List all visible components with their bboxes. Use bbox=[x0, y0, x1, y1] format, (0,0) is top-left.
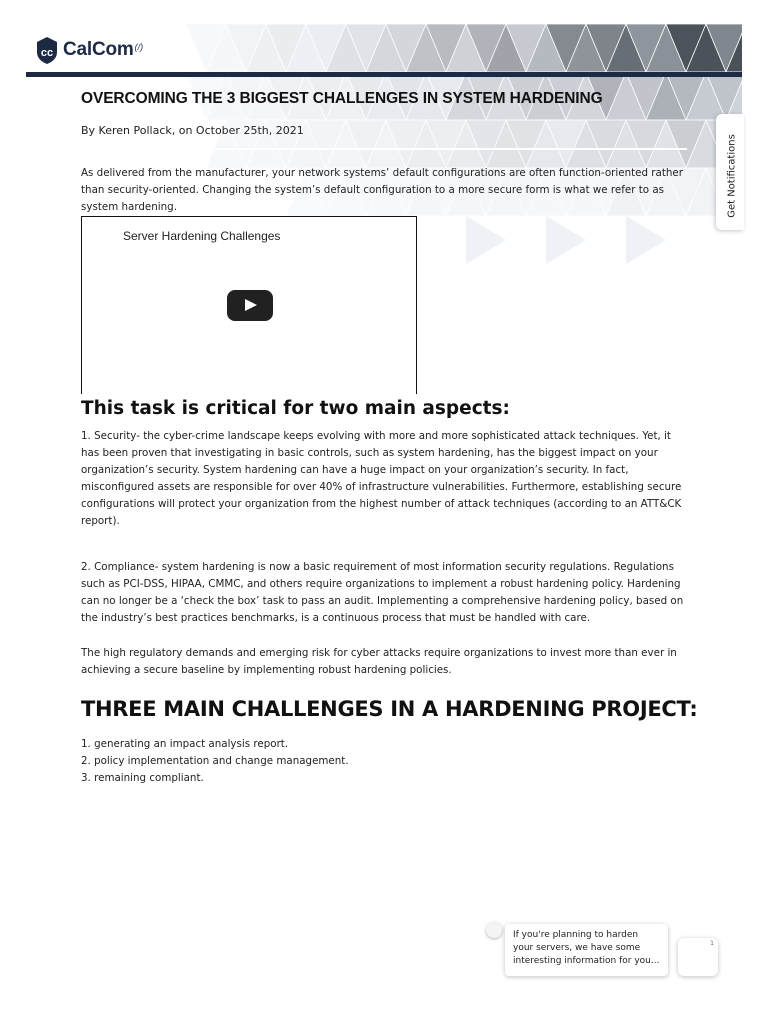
list-item: 3. remaining compliant. bbox=[81, 772, 204, 784]
compliance-paragraph: 2. Compliance- system hardening is now a basic requirement of most information security regulations. Regulations such as PCI-DSS, HIPAA, CMMC, and others require organizations to implement a robust hardening policy. Hardening can no longer be a ‘check the box’ task to pass an audit. Implementing a comprehensive hardening policy, based on the industry’s best practices benchmarks, is a continuous process that must be handled with care. bbox=[81, 561, 684, 624]
hero-arrow-shape bbox=[546, 216, 586, 264]
calcom-shield-icon bbox=[36, 37, 58, 64]
chat-close-dot[interactable] bbox=[486, 922, 502, 938]
chat-message-bubble[interactable]: If you're planning to harden your servers, we have some interesting information for you... bbox=[505, 924, 668, 976]
video-title[interactable]: Server Hardening Challenges bbox=[123, 229, 281, 243]
play-icon[interactable] bbox=[227, 290, 273, 321]
list-item: 1. generating an impact analysis report. bbox=[81, 738, 289, 750]
aspects-heading: This task is critical for two main aspects: bbox=[81, 398, 510, 419]
demands-paragraph: The high regulatory demands and emerging risk for cyber attacks require organizations to invest more than ever in achieving a secure baseline by implementing robust hardening policies. bbox=[81, 647, 677, 676]
article-title: OVERCOMING THE 3 BIGGEST CHALLENGES IN SYSTEM HARDENING bbox=[81, 90, 603, 107]
security-paragraph: 1. Security- the cyber-crime landscape keeps evolving with more and more sophisticated attack techniques. Yet, it has been proven that investigating in basic controls, such as system hardening, has the biggest impact on your organization’s security. System hardening can have a huge impact on your organization’s security. In fact, misconfigured assets are responsible for over 40% of infrastructure vulnerabilities. Furthermore, establishing secure configurations will protect your organization from the highest number of attack techniques (according to an ATT&CK report). bbox=[81, 430, 682, 527]
byline-divider bbox=[81, 148, 687, 150]
brand-name: CalCom bbox=[63, 39, 134, 60]
list-item: 2. policy implementation and change management. bbox=[81, 755, 349, 767]
header-bar bbox=[26, 72, 742, 77]
logo[interactable] bbox=[36, 35, 143, 65]
hero-arrow-shape bbox=[466, 216, 506, 264]
challenges-heading: THREE MAIN CHALLENGES IN A HARDENING PROJECT: bbox=[81, 697, 698, 721]
challenges-list bbox=[81, 736, 349, 787]
intro-paragraph: As delivered from the manufacturer, your network systems’ default configurations are often function-oriented rather than security-oriented. Changing the system’s default configuration to a more secure form is what we refer to as system hardening. bbox=[81, 167, 683, 213]
chat-badge: 1 bbox=[710, 940, 714, 947]
hero-arrow-shape bbox=[626, 216, 666, 264]
svg-text:cc: cc bbox=[40, 46, 54, 59]
video-embed[interactable] bbox=[81, 216, 417, 394]
brand-trademark: (/) bbox=[134, 42, 144, 52]
article-byline: By Keren Pollack, on October 25th, 2021 bbox=[81, 124, 304, 137]
get-notifications-label[interactable]: Get Notifications bbox=[726, 134, 738, 218]
chat-icon[interactable] bbox=[678, 938, 718, 976]
